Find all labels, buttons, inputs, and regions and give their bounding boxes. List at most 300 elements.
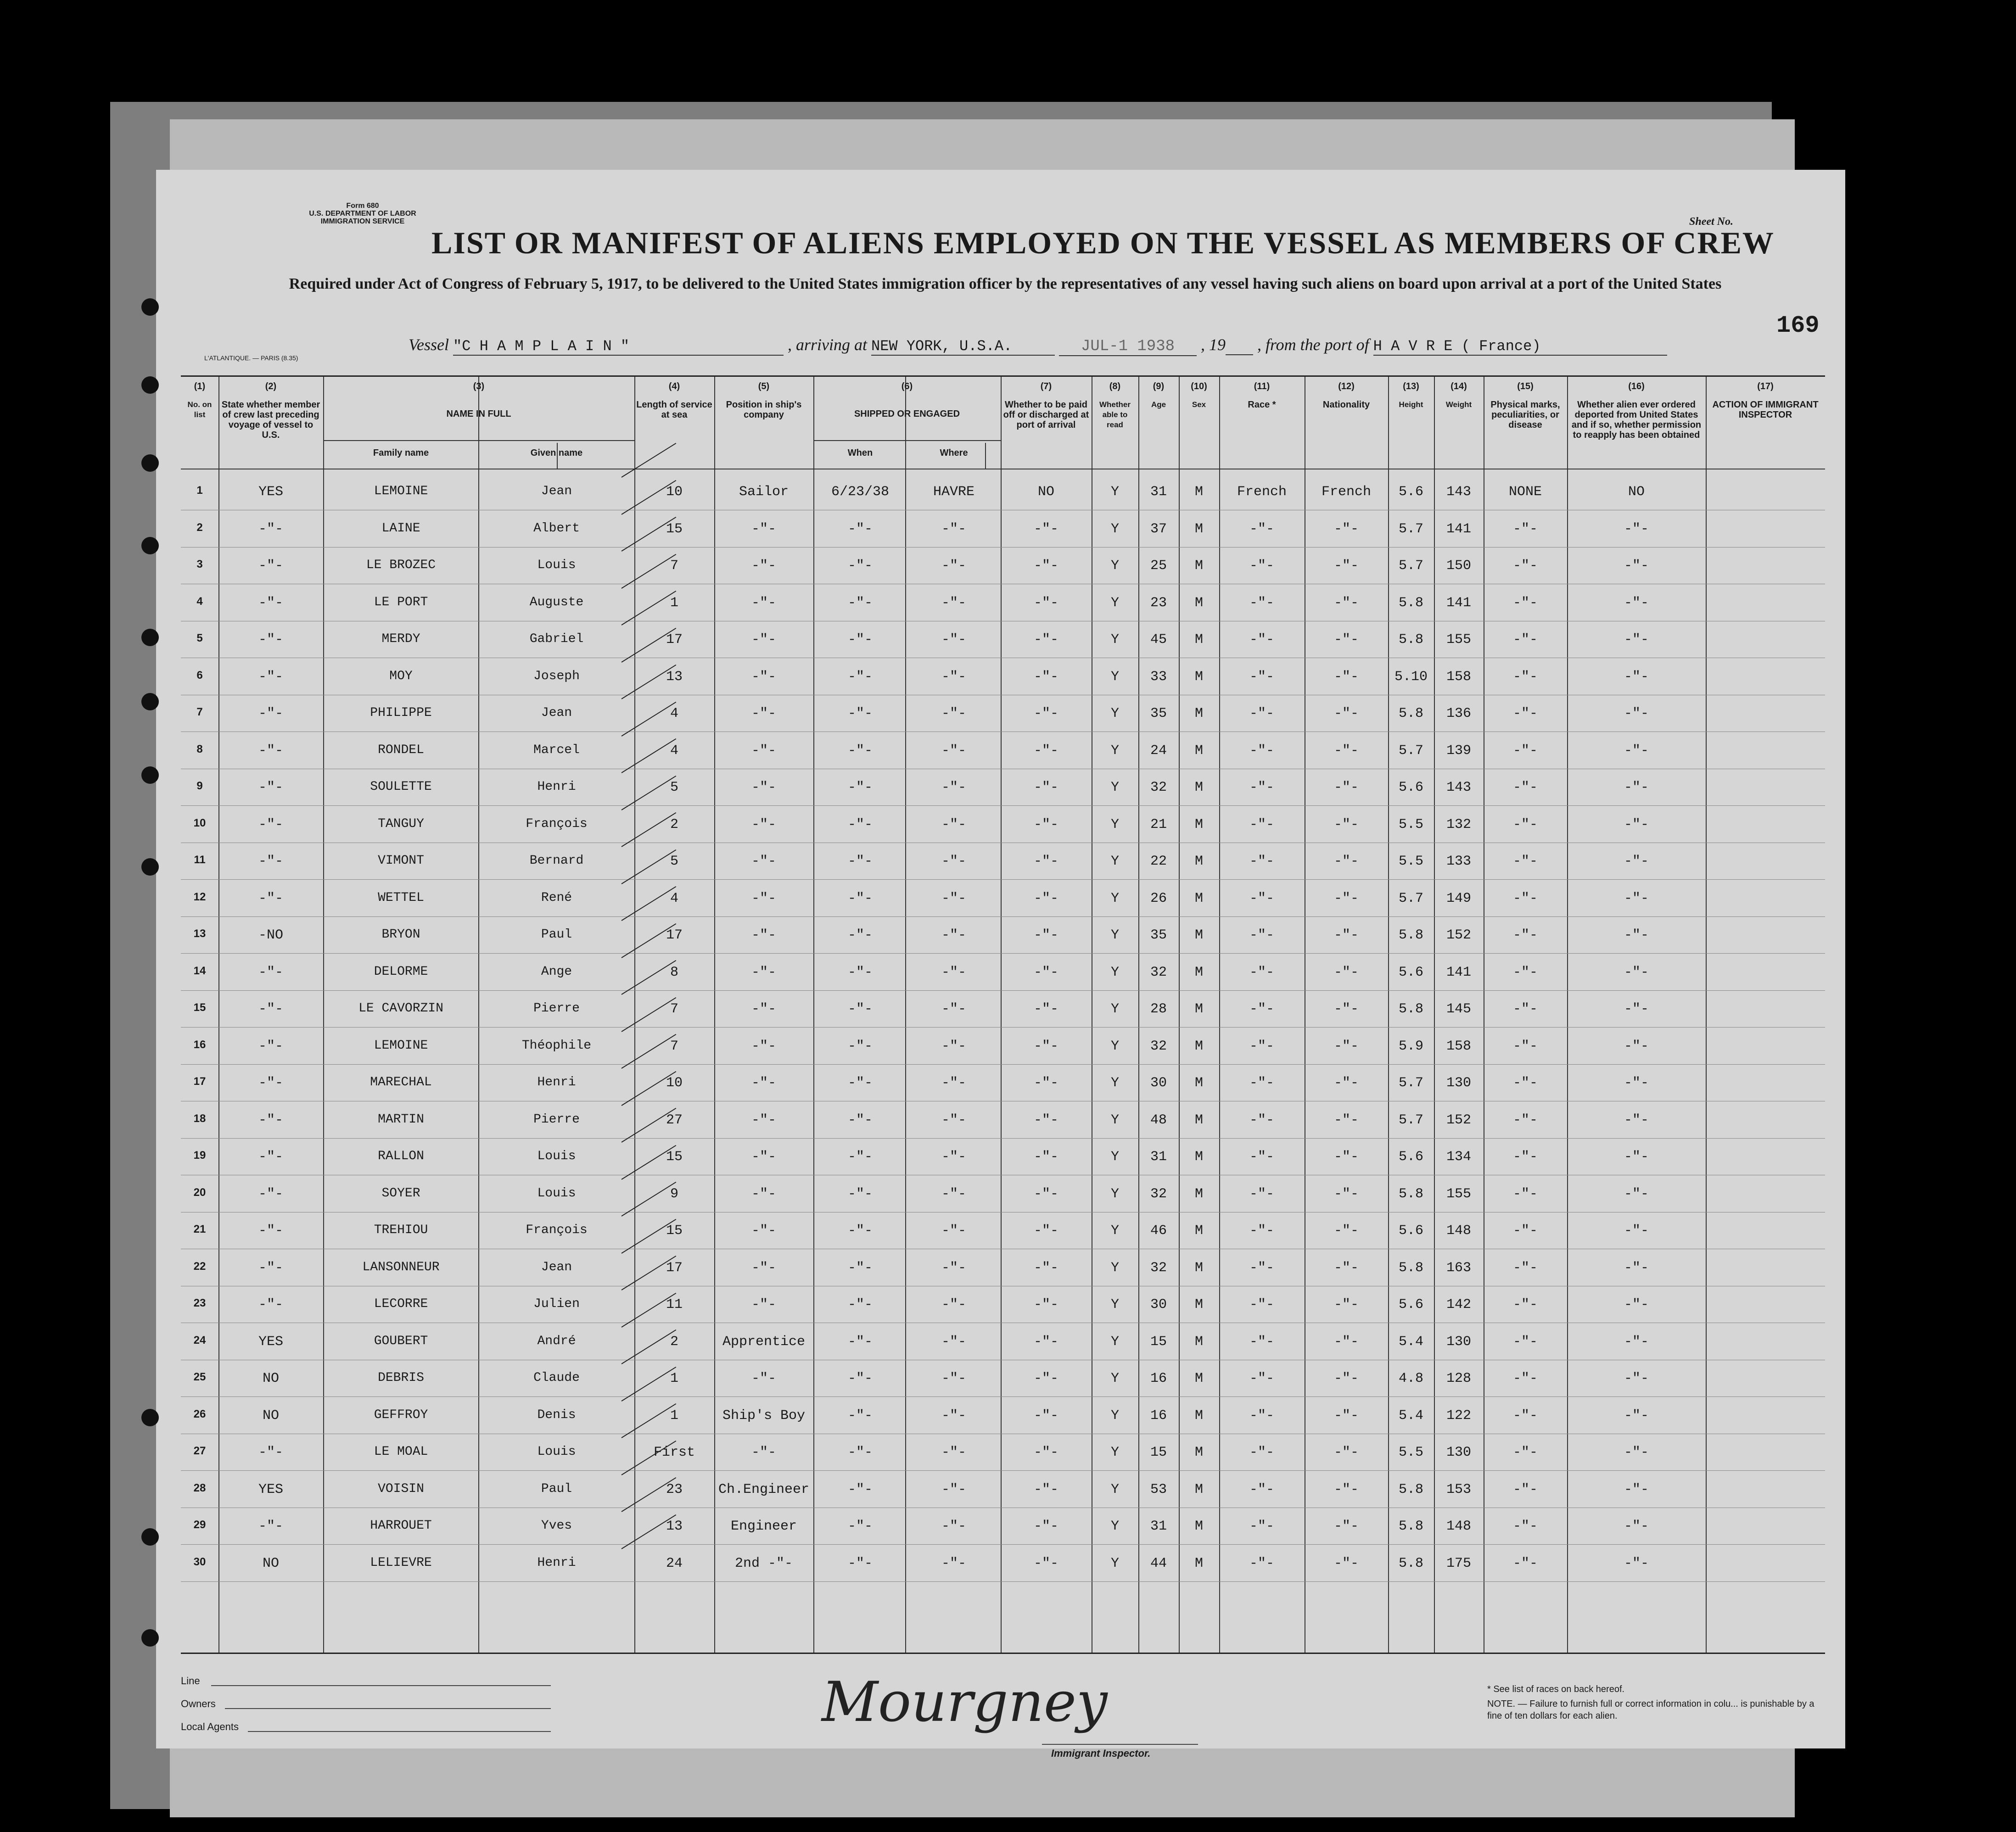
- service-length: 5: [670, 780, 678, 795]
- service-length: 13: [666, 1519, 683, 1534]
- row-number: 21: [193, 1223, 206, 1235]
- family-name: BRYON: [381, 927, 420, 942]
- shipped-when: -"-: [847, 964, 873, 980]
- service-length: 2: [670, 1334, 678, 1350]
- row-number: 19: [193, 1149, 206, 1162]
- shipped-where: -"-: [941, 1297, 966, 1313]
- column-header: Position in ship's company: [726, 400, 802, 420]
- age: 46: [1150, 1223, 1167, 1239]
- table-row: [181, 1323, 1825, 1360]
- age: 24: [1150, 743, 1167, 759]
- age: 22: [1150, 854, 1167, 869]
- physical-marks: -"-: [1512, 1555, 1538, 1571]
- paid-off: -"-: [1033, 890, 1058, 906]
- shipped-where: -"-: [941, 1075, 966, 1091]
- physical-marks: -"-: [1512, 1038, 1538, 1054]
- position: -"-: [751, 1445, 776, 1460]
- weight: 158: [1446, 1038, 1471, 1054]
- physical-marks: -"-: [1512, 1186, 1538, 1202]
- service-length: 1: [670, 1371, 678, 1386]
- prior-voyage: -"-: [258, 669, 283, 685]
- shipped-where: -"-: [941, 669, 966, 685]
- deported: -"-: [1624, 1075, 1649, 1091]
- nationality: -"-: [1333, 816, 1359, 832]
- height: 5.6: [1398, 964, 1423, 980]
- weight: 132: [1446, 816, 1471, 832]
- sex: M: [1194, 1038, 1203, 1054]
- physical-marks: -"-: [1512, 669, 1538, 685]
- family-name: TANGUY: [378, 816, 424, 831]
- table-row: [181, 584, 1825, 621]
- race: -"-: [1249, 1555, 1274, 1571]
- family-name: WETTEL: [378, 890, 424, 905]
- race: -"-: [1249, 669, 1274, 685]
- able-to-read: Y: [1110, 632, 1119, 648]
- weight: 150: [1446, 558, 1471, 574]
- height: 4.8: [1398, 1371, 1423, 1386]
- family-name: GEFFROY: [374, 1408, 428, 1422]
- table-row: [181, 1064, 1825, 1101]
- race: -"-: [1249, 890, 1274, 906]
- table-row: [181, 806, 1825, 843]
- nationality: -"-: [1333, 1260, 1359, 1276]
- age: 35: [1150, 927, 1167, 943]
- family-name: LE BROZEC: [366, 558, 436, 572]
- position: Ch.Engineer: [718, 1481, 810, 1497]
- nationality: -"-: [1333, 1408, 1359, 1424]
- sex: M: [1194, 964, 1203, 980]
- column-number: (16): [1628, 381, 1645, 391]
- shipped-where: -"-: [941, 854, 966, 869]
- binder-hole: [141, 298, 159, 316]
- position: -"-: [751, 816, 776, 832]
- able-to-read: Y: [1110, 1223, 1119, 1239]
- table-row: [181, 1397, 1825, 1434]
- weight: 153: [1446, 1481, 1471, 1497]
- table-row: [181, 1249, 1825, 1286]
- age: 44: [1150, 1555, 1167, 1571]
- given-name: Paul: [541, 1481, 572, 1496]
- prior-voyage: -"-: [258, 854, 283, 869]
- service-length: 17: [666, 927, 683, 943]
- service-length: First: [653, 1445, 695, 1460]
- height: 5.6: [1398, 484, 1423, 500]
- shipped-when: -"-: [847, 816, 873, 832]
- age: 16: [1150, 1371, 1167, 1386]
- weight: 152: [1446, 1112, 1471, 1128]
- family-name: MERDY: [381, 632, 420, 646]
- physical-marks: -"-: [1512, 1297, 1538, 1313]
- weight: 141: [1446, 521, 1471, 537]
- shipped-where: -"-: [941, 632, 966, 648]
- shipped-where: -"-: [941, 1408, 966, 1424]
- service-length: 7: [670, 558, 678, 574]
- position: -"-: [751, 1038, 776, 1054]
- able-to-read: Y: [1110, 927, 1119, 943]
- page-title: LIST OR MANIFEST OF ALIENS EMPLOYED ON THE VESSEL AS MEMBERS OF CREW: [431, 225, 1775, 260]
- binder-hole: [141, 629, 159, 646]
- family-name: SOULETTE: [370, 780, 432, 794]
- race: -"-: [1249, 1149, 1274, 1165]
- deported: -"-: [1624, 1519, 1649, 1534]
- given-name: Henri: [537, 1075, 576, 1089]
- paid-off: -"-: [1033, 1260, 1058, 1276]
- shipped-where: -"-: [941, 927, 966, 943]
- paid-off: -"-: [1033, 1371, 1058, 1386]
- prior-voyage: -"-: [258, 964, 283, 980]
- paid-off: -"-: [1033, 1223, 1058, 1239]
- age: 15: [1150, 1334, 1167, 1350]
- table-row: [181, 547, 1825, 584]
- paid-off: -"-: [1033, 1334, 1058, 1350]
- position: Sailor: [739, 484, 789, 500]
- given-name: André: [537, 1334, 576, 1348]
- row-number: 11: [194, 854, 206, 866]
- shipped-where: -"-: [941, 743, 966, 759]
- given-name: Auguste: [529, 595, 584, 609]
- shipped-where: -"-: [941, 1186, 966, 1202]
- height: 5.8: [1398, 1260, 1423, 1276]
- column-number: (3): [473, 381, 485, 391]
- paid-off: -"-: [1033, 669, 1058, 685]
- vessel-name: "C H A M P L A I N ": [453, 338, 784, 356]
- nationality: -"-: [1333, 1186, 1359, 1202]
- table-row: [181, 473, 1825, 510]
- shipped-when: -"-: [847, 1519, 873, 1534]
- height: 5.7: [1398, 558, 1423, 574]
- position: -"-: [751, 1186, 776, 1202]
- race: -"-: [1249, 780, 1274, 795]
- age: 23: [1150, 595, 1167, 611]
- service-length: 17: [666, 1260, 683, 1276]
- nationality: -"-: [1333, 669, 1359, 685]
- row-number: 8: [196, 743, 203, 755]
- service-length: 7: [670, 1001, 678, 1017]
- column-header: No. on list: [187, 400, 212, 419]
- shipped-where: -"-: [941, 1334, 966, 1350]
- date-stamp: JUL-1 1938: [1059, 338, 1197, 356]
- prior-voyage: -"-: [258, 816, 283, 832]
- service-length: 9: [670, 1186, 678, 1202]
- prior-voyage: -"-: [258, 1297, 283, 1313]
- prior-voyage: -"-: [258, 1223, 283, 1239]
- race: -"-: [1249, 558, 1274, 574]
- shipped-when: -"-: [847, 1223, 873, 1239]
- deported: -"-: [1624, 1334, 1649, 1350]
- given-name: Jean: [541, 484, 572, 498]
- shipped-when: -"-: [847, 1112, 873, 1128]
- able-to-read: Y: [1110, 595, 1119, 611]
- nationality: -"-: [1333, 558, 1359, 574]
- age: 25: [1150, 558, 1167, 574]
- nationality: -"-: [1333, 632, 1359, 648]
- sex: M: [1194, 1555, 1203, 1571]
- given-name: Henri: [537, 1555, 576, 1570]
- deported: -"-: [1624, 1371, 1649, 1386]
- able-to-read: Y: [1110, 1075, 1119, 1091]
- shipped-where: -"-: [941, 595, 966, 611]
- weight: 148: [1446, 1223, 1471, 1239]
- family-name: DEBRIS: [378, 1371, 424, 1385]
- physical-marks: -"-: [1512, 854, 1538, 869]
- shipped-where: -"-: [941, 1038, 966, 1054]
- physical-marks: -"-: [1512, 1112, 1538, 1128]
- race: -"-: [1249, 521, 1274, 537]
- family-name: MOY: [389, 669, 413, 683]
- column-header: Race *: [1248, 400, 1276, 410]
- column-subheader: Family name: [373, 448, 429, 458]
- sex: M: [1194, 1519, 1203, 1534]
- deported: -"-: [1624, 1260, 1649, 1276]
- deported: -"-: [1624, 927, 1649, 943]
- race: -"-: [1249, 743, 1274, 759]
- shipped-where: -"-: [941, 521, 966, 537]
- age: 28: [1150, 1001, 1167, 1017]
- height: 5.6: [1398, 1149, 1423, 1165]
- paid-off: -"-: [1033, 1075, 1058, 1091]
- column-subheader: When: [847, 448, 873, 458]
- able-to-read: Y: [1110, 780, 1119, 795]
- paid-off: -"-: [1033, 1297, 1058, 1313]
- age: 15: [1150, 1445, 1167, 1460]
- shipped-when: -"-: [847, 1001, 873, 1017]
- paid-off: -"-: [1033, 816, 1058, 832]
- position: Ship's Boy: [722, 1408, 806, 1424]
- footer-owners-label: Owners: [181, 1698, 216, 1709]
- from-port-label: , from the port of: [1257, 335, 1369, 354]
- service-length: 15: [666, 1223, 683, 1239]
- height: 5.7: [1398, 1112, 1423, 1128]
- family-name: LECORRE: [374, 1297, 428, 1311]
- weight: 143: [1446, 484, 1471, 500]
- shipped-when: -"-: [847, 1186, 873, 1202]
- sex: M: [1194, 558, 1203, 574]
- race: -"-: [1249, 1075, 1274, 1091]
- row-number: 22: [193, 1260, 206, 1273]
- row-number: 26: [193, 1408, 206, 1420]
- column-subheader: Where: [940, 448, 968, 458]
- shipped-when: -"-: [847, 1408, 873, 1424]
- row-number: 1: [196, 484, 203, 497]
- binder-hole: [141, 858, 159, 876]
- position: -"-: [751, 1223, 776, 1239]
- prior-voyage: -"-: [258, 1112, 283, 1128]
- given-name: Denis: [537, 1408, 576, 1422]
- weight: 155: [1446, 1186, 1471, 1202]
- column-subheader: Given name: [530, 448, 583, 458]
- nationality: -"-: [1333, 890, 1359, 906]
- prior-voyage: -"-: [258, 1149, 283, 1165]
- age: 33: [1150, 669, 1167, 685]
- shipped-where: -"-: [941, 1371, 966, 1386]
- family-name: MARTIN: [378, 1112, 424, 1127]
- given-name: François: [526, 816, 588, 831]
- service-length: 4: [670, 743, 678, 759]
- age: 32: [1150, 780, 1167, 795]
- weight: 130: [1446, 1075, 1471, 1091]
- physical-marks: -"-: [1512, 964, 1538, 980]
- position: -"-: [751, 1297, 776, 1313]
- given-name: François: [526, 1223, 588, 1237]
- column-header: Height: [1399, 400, 1423, 409]
- weight: 152: [1446, 927, 1471, 943]
- physical-marks: -"-: [1512, 743, 1538, 759]
- shipped-when: -"-: [847, 521, 873, 537]
- physical-marks: -"-: [1512, 1371, 1538, 1386]
- able-to-read: Y: [1110, 706, 1119, 721]
- weight: 128: [1446, 1371, 1471, 1386]
- position: -"-: [751, 632, 776, 648]
- page-number: 169: [1776, 312, 1820, 339]
- footer-agents-label: Local Agents: [181, 1721, 239, 1732]
- column-number: (12): [1338, 381, 1355, 391]
- binder-hole: [141, 766, 159, 784]
- arriving-label: , arriving at: [787, 335, 867, 354]
- nationality: -"-: [1333, 1223, 1359, 1239]
- weight: 122: [1446, 1408, 1471, 1424]
- sheet-number-label: Sheet No.: [1689, 216, 1733, 228]
- deported: -"-: [1624, 1408, 1649, 1424]
- row-number: 29: [193, 1519, 206, 1531]
- able-to-read: Y: [1110, 1038, 1119, 1054]
- weight: 155: [1446, 632, 1471, 648]
- weight: 142: [1446, 1297, 1471, 1313]
- prior-voyage: YES: [258, 484, 283, 500]
- deported: -"-: [1624, 595, 1649, 611]
- deported: -"-: [1624, 1555, 1649, 1571]
- shipped-when: -"-: [847, 558, 873, 574]
- race: French: [1237, 484, 1287, 500]
- physical-marks: -"-: [1512, 521, 1538, 537]
- immigrant-inspector-label: Immigrant Inspector.: [1051, 1748, 1151, 1759]
- age: 26: [1150, 890, 1167, 906]
- race: -"-: [1249, 1260, 1274, 1276]
- prior-voyage: YES: [258, 1481, 283, 1497]
- position: 2nd -"-: [734, 1555, 793, 1571]
- nationality: -"-: [1333, 1297, 1359, 1313]
- prior-voyage: -"-: [258, 1445, 283, 1460]
- given-name: Yves: [541, 1519, 572, 1533]
- nationality: -"-: [1333, 1371, 1359, 1386]
- column-number: (7): [1040, 381, 1052, 391]
- deported: -"-: [1624, 706, 1649, 721]
- row-number: 28: [193, 1481, 206, 1494]
- sex: M: [1194, 780, 1203, 795]
- physical-marks: -"-: [1512, 1519, 1538, 1534]
- sex: M: [1194, 1481, 1203, 1497]
- height: 5.10: [1394, 669, 1428, 685]
- age: 21: [1150, 816, 1167, 832]
- age: 31: [1150, 1519, 1167, 1534]
- family-name: LANSONNEUR: [362, 1260, 440, 1274]
- sex: M: [1194, 1297, 1203, 1313]
- family-name: VOISIN: [378, 1481, 424, 1496]
- column-number: (2): [265, 381, 277, 391]
- nationality: -"-: [1333, 1445, 1359, 1460]
- paid-off: -"-: [1033, 1555, 1058, 1571]
- binder-hole: [141, 1629, 159, 1647]
- family-name: RONDEL: [378, 743, 424, 757]
- service-length: 10: [666, 484, 683, 500]
- binder-hole: [141, 693, 159, 710]
- age: 35: [1150, 706, 1167, 721]
- physical-marks: -"-: [1512, 1223, 1538, 1239]
- binder-hole: [141, 454, 159, 472]
- shipped-where: -"-: [941, 1112, 966, 1128]
- sex: M: [1194, 595, 1203, 611]
- shipped-when: -"-: [847, 669, 873, 685]
- weight: 141: [1446, 964, 1471, 980]
- age: 31: [1150, 1149, 1167, 1165]
- given-name: Henri: [537, 780, 576, 794]
- given-name: René: [541, 890, 572, 905]
- paid-off: -"-: [1033, 1519, 1058, 1534]
- position: -"-: [751, 1001, 776, 1017]
- row-number: 15: [193, 1001, 206, 1014]
- prior-voyage: -"-: [258, 595, 283, 611]
- able-to-read: Y: [1110, 743, 1119, 759]
- column-header: Physical marks, peculiarities, or disease: [1490, 400, 1560, 430]
- shipped-where: -"-: [941, 1555, 966, 1571]
- family-name: LEMOINE: [374, 1038, 428, 1053]
- age: 32: [1150, 964, 1167, 980]
- age: 32: [1150, 1038, 1167, 1054]
- prior-voyage: -"-: [258, 780, 283, 795]
- position: -"-: [751, 854, 776, 869]
- physical-marks: -"-: [1512, 1481, 1538, 1497]
- race: -"-: [1249, 1519, 1274, 1534]
- penalty-note: NOTE. — Failure to furnish full or correct information in colu... is punishable by a fine of ten dollars for each alien.: [1487, 1699, 1814, 1721]
- paid-off: -"-: [1033, 1481, 1058, 1497]
- nationality: -"-: [1333, 1481, 1359, 1497]
- family-name: DELORME: [374, 964, 428, 979]
- service-length: 13: [666, 669, 683, 685]
- row-number: 14: [193, 964, 206, 977]
- weight: 139: [1446, 743, 1471, 759]
- position: -"-: [751, 669, 776, 685]
- family-name: LE PORT: [374, 595, 428, 609]
- inspector-signature: Mourgney: [822, 1670, 1108, 1734]
- age: 32: [1150, 1186, 1167, 1202]
- paid-off: -"-: [1033, 632, 1058, 648]
- column-header: Age: [1151, 400, 1166, 409]
- table-row: [181, 732, 1825, 769]
- family-name: HARROUET: [370, 1519, 432, 1533]
- given-name: Julien: [533, 1297, 580, 1311]
- position: -"-: [751, 1260, 776, 1276]
- column-number: (14): [1450, 381, 1467, 391]
- able-to-read: Y: [1110, 964, 1119, 980]
- shipped-when: -"-: [847, 780, 873, 795]
- paid-off: -"-: [1033, 964, 1058, 980]
- race: -"-: [1249, 854, 1274, 869]
- family-name: LELIEVRE: [370, 1555, 432, 1570]
- position: -"-: [751, 1075, 776, 1091]
- given-name: Jean: [541, 706, 572, 720]
- nationality: -"-: [1333, 1038, 1359, 1054]
- page-subtitle: Required under Act of Congress of February 5, 1917, to be delivered to the United States immigration officer by the representatives of any vessel having such aliens on board upon arrival at a port of the United States: [289, 275, 1722, 292]
- paid-off: NO: [1037, 484, 1054, 500]
- family-name: LE MOAL: [374, 1445, 428, 1459]
- given-name: Joseph: [533, 669, 580, 683]
- arriving-port: NEW YORK, U.S.A.: [871, 338, 1055, 356]
- nationality: -"-: [1333, 1555, 1359, 1571]
- given-name: Ange: [541, 964, 572, 979]
- height: 5.8: [1398, 1555, 1423, 1571]
- given-name: Jean: [541, 1260, 572, 1274]
- prior-voyage: YES: [258, 1334, 283, 1350]
- prior-voyage: -NO: [258, 927, 283, 943]
